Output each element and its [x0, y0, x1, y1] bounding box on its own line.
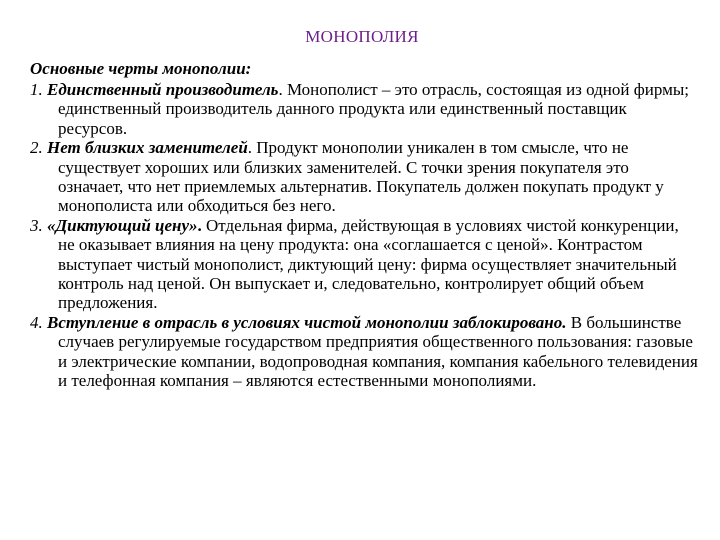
item-text: В большинстве случаев регулируемые государством предприятия общественного пользования: газовые и электрические компании, водопроводная компания, компания кабельного телевидения и телефонная компания – являются естественными монополиями.: [58, 312, 698, 391]
item-number: 3.: [30, 215, 43, 235]
slide-title: МОНОПОЛИЯ: [305, 27, 419, 46]
item-term: Нет близких заменителей: [47, 138, 248, 158]
list-item-2: [30, 138, 698, 216]
item-text: . Продукт монополии уникален в том смысле, что не существует хороших или близких заменителей. С точки зрения покупателя это означает, что нет приемлемых альтернатив. Покупатель должен покупать продукт у монополиста или обходиться без него.: [58, 138, 664, 216]
item-term-period: .: [197, 215, 202, 235]
item-text: . Монополист – это отрасль, состоящая из одной фирмы; единственный производитель данного продукта или единственный поставщик ресурсов.: [58, 80, 689, 138]
item-term: Вступление в отрасль в условиях чистой монополии заблокировано.: [47, 312, 567, 332]
list-item-3: [30, 216, 698, 313]
item-term: «Диктующий цену»: [47, 215, 198, 235]
item-number: 2.: [30, 138, 43, 158]
item-number: 1.: [30, 80, 43, 99]
list-item-1: [30, 80, 698, 138]
feature-list: [30, 80, 698, 391]
item-term: Единственный производитель: [47, 80, 279, 99]
item-number: 4.: [30, 312, 43, 332]
list-item-4: [30, 313, 698, 391]
section-heading: Основные черты монополии:: [30, 59, 252, 78]
item-text: Отдельная фирма, действующая в условиях чистой конкуренции, не оказывает влияния на цену продукта: она «соглашается с ценой». Контрастом выступает чистый монополист, диктующий цену: фирма осуществляет значительный контроль над ценой. Он выпускает и, следовательно, контролирует общий объем предложения.: [58, 215, 679, 313]
